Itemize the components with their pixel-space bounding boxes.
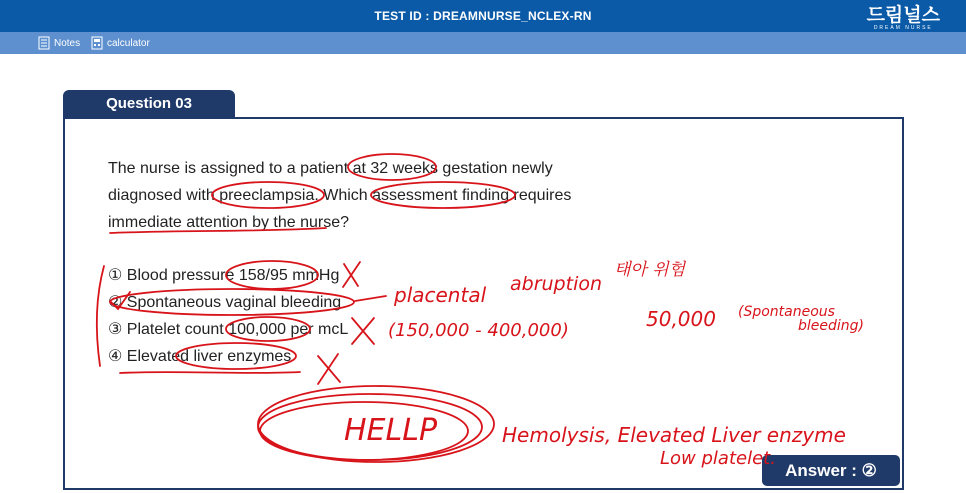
- note-spont-1: (Spontaneous: [738, 304, 835, 320]
- toolbar: [0, 32, 966, 54]
- answer-options: [108, 262, 348, 370]
- question-tab: Question 03: [63, 90, 235, 118]
- note-spont-2: bleeding): [798, 318, 865, 334]
- note-hellp-line1: Hemolysis, Elevated Liver enzyme: [502, 423, 846, 447]
- answer-badge: Answer : ②: [762, 455, 900, 486]
- note-abruption: abruption: [510, 273, 603, 295]
- notes-button[interactable]: [38, 36, 80, 50]
- test-id-title: TEST ID : DREAMNURSE_NCLEX-RN: [374, 9, 592, 23]
- option-2[interactable]: ② Spontaneous vaginal bleeding: [108, 294, 342, 311]
- calculator-button[interactable]: [91, 36, 150, 50]
- brand-logo: [867, 5, 940, 31]
- brand-name-korean: 드림널스: [866, 4, 940, 26]
- option-4[interactable]: ④ Elevated liver enzymes: [108, 348, 292, 365]
- calculator-label: calculator: [107, 37, 150, 49]
- note-korean: 태아 위험: [614, 260, 686, 280]
- question-stem: The nurse is assigned to a patient at 32 weeks gestation newly diagnosed with preeclampsia. Which assessment finding requires immediate attention by the nurse?: [108, 160, 572, 231]
- option-3[interactable]: ③ Platelet count 100,000 per mcL: [108, 321, 349, 338]
- brand-name-english: DREAM NURSE: [873, 25, 933, 31]
- note-normal-range: (150,000 - 400,000): [388, 320, 569, 341]
- title-bar: [0, 0, 966, 32]
- note-spont-value: 50,000: [646, 307, 716, 331]
- option-1[interactable]: ① Blood pressure 158/95 mmHg: [108, 267, 340, 284]
- note-hellp-line2: Low platelet.: [660, 448, 776, 469]
- note-hellp: HELLP: [344, 413, 438, 448]
- note-placental: placental: [394, 283, 487, 307]
- calculator-icon: [91, 36, 103, 50]
- notes-icon: [38, 36, 50, 50]
- notes-label: Notes: [54, 37, 81, 49]
